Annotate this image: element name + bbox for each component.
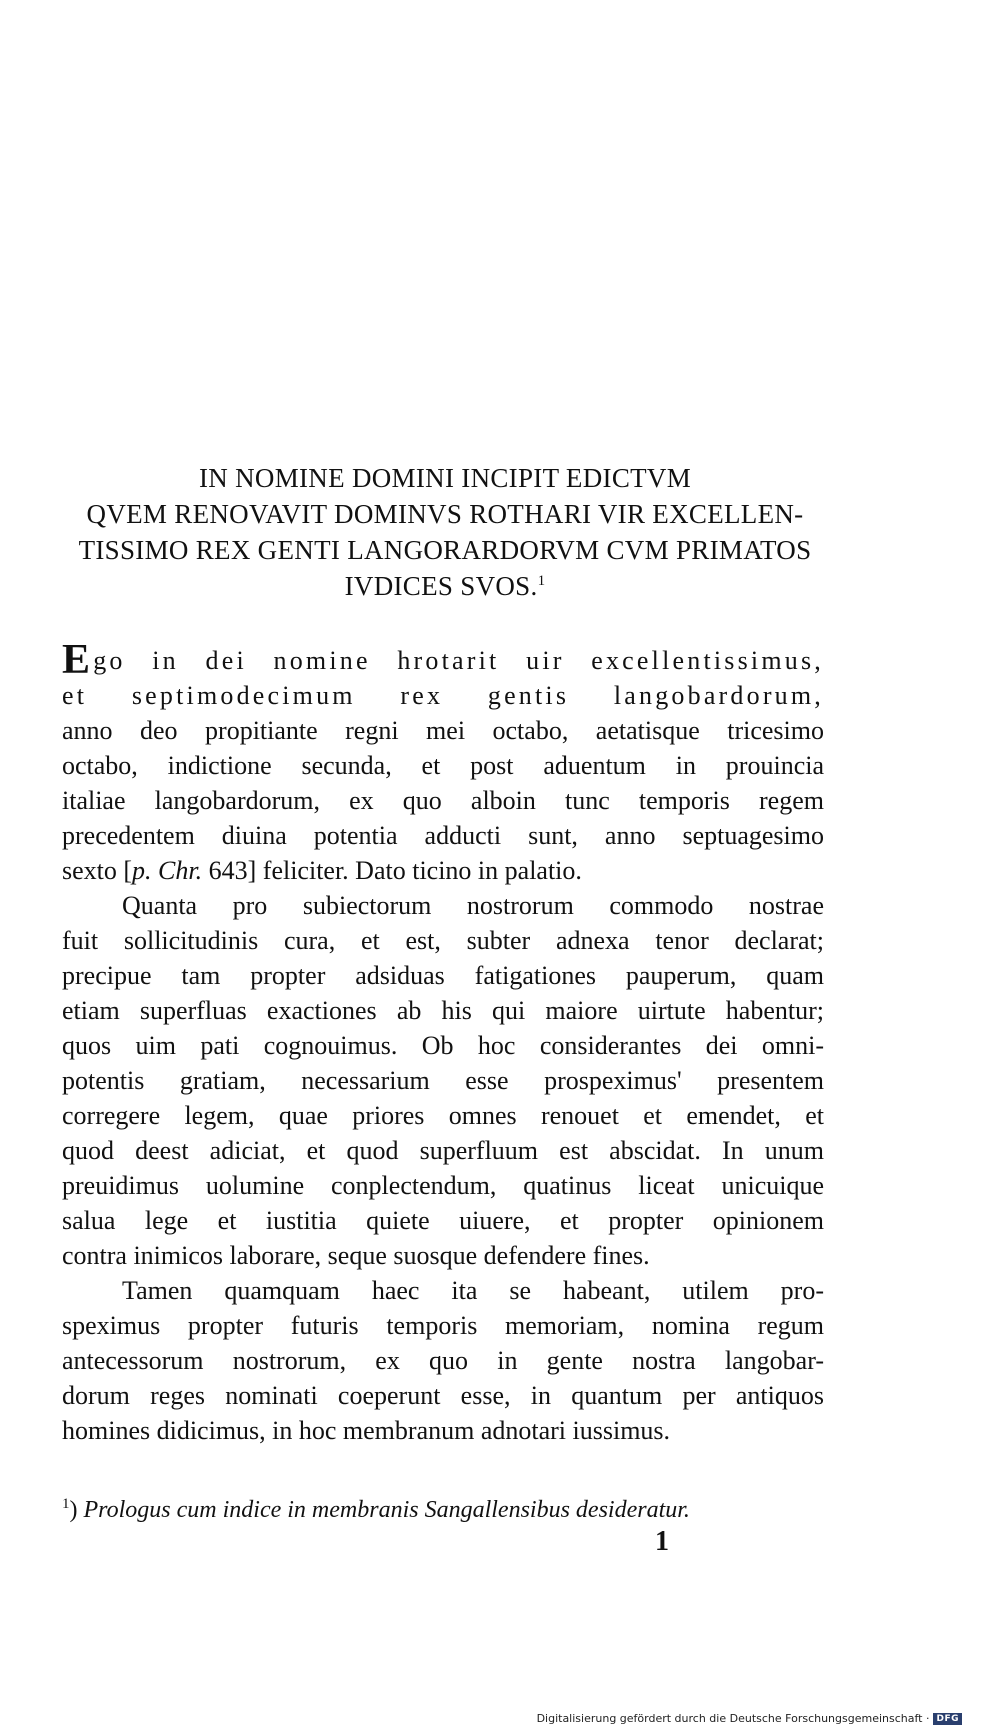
text-line: octabo, indictione secunda, et post aduentum in prouincia xyxy=(62,751,824,780)
text-line: quod deest adiciat, et quod superfluum est abscidat. In unum xyxy=(62,1136,824,1165)
text-line: salua lege et iustitia quiete uiuere, et propter opinionem xyxy=(62,1206,824,1235)
footnote xyxy=(62,1488,832,1526)
text-line: dorum reges nominati coeperunt esse, in quantum per antiquos xyxy=(62,1381,824,1410)
text-line: speximus propter futuris temporis memoriam, nomina regum xyxy=(62,1311,824,1340)
main-text xyxy=(62,637,824,1448)
text-line: Tamen quamquam haec ita se habeant, utilem pro- xyxy=(122,1276,824,1305)
text-line: etiam superfluas exactiones ab his qui maiore uirtute habentur; xyxy=(62,996,824,1025)
paragraph-3 xyxy=(62,1273,824,1448)
funding-note xyxy=(537,1712,962,1725)
heading-line-4-text: IVDICES SVOS. xyxy=(344,571,538,601)
text-line: corregere legem, quae priores omnes renouet et emendet, et xyxy=(62,1101,824,1130)
text-line: homines didicimus, in hoc membranum adnotari iussimus. xyxy=(62,1416,671,1445)
footnote-marker: $^1$) xyxy=(62,1496,78,1523)
text-line: anno deo propitiante regni mei octabo, aetatisque tricesimo xyxy=(62,716,824,745)
paragraph-1 xyxy=(62,637,824,888)
funding-text: Digitalisierung gefördert durch die Deutsche Forschungsgemeinschaft · xyxy=(536,1712,930,1725)
text-line: Ego in dei nomine hrotarit uir excellentissimus, xyxy=(62,637,824,683)
text-line: italiae langobardorum, ex quo alboin tunc temporis regem xyxy=(62,786,824,815)
text-line: Quanta pro subiectorum nostrorum commodo nostrae xyxy=(122,891,824,920)
heading-line-3: TISSIMO REX GENTI LANGORARDORVM CVM PRIMATOS xyxy=(78,535,812,565)
paragraph-2 xyxy=(62,888,824,1273)
date-annotation: p. Chr. xyxy=(132,856,203,885)
text-line: contra inimicos laborare, seque suosque defendere fines. xyxy=(62,1241,650,1270)
text-line: et septimodecimum rex gentis langobardorum, xyxy=(62,681,824,710)
text-line: precipue tam propter adsiduas fatigationes pauperum, quam xyxy=(62,961,824,990)
drop-initial: E xyxy=(62,637,94,683)
heading-line-2: QVEM RENOVAVIT DOMINVS ROTHARI VIR EXCELLEN- xyxy=(86,499,804,529)
text-line: preuidimus uolumine conplectendum, quatinus liceat unicuique xyxy=(62,1171,824,1200)
heading-line-1: IN NOMINE DOMINI INCIPIT EDICTVM xyxy=(198,463,692,493)
text-line: sexto [p. Chr. 643] feliciter. Dato ticino in palatio. xyxy=(62,856,582,885)
text-line: precedentem diuina potentia adducti sunt, anno septuagesimo xyxy=(62,821,824,850)
text-line: potentis gratiam, necessarium esse prospeximus' presentem xyxy=(62,1066,824,1095)
text-line: antecessorum nostrorum, ex quo in gente nostra langobar- xyxy=(62,1346,824,1375)
page-number: 1 xyxy=(655,1526,669,1557)
edict-heading xyxy=(60,460,830,604)
footnote-text: Prologus cum indice in membranis Sangallensibus desideratur. xyxy=(83,1497,690,1523)
text-line: fuit sollicitudinis cura, et est, subter adnexa tenor declarat; xyxy=(62,926,824,955)
dfg-logo: DFG xyxy=(933,1713,962,1725)
footnote-reference: 1 xyxy=(537,573,546,589)
text-line: quos uim pati cognouimus. Ob hoc considerantes dei omni- xyxy=(62,1031,824,1060)
heading-line-4 xyxy=(60,568,830,604)
